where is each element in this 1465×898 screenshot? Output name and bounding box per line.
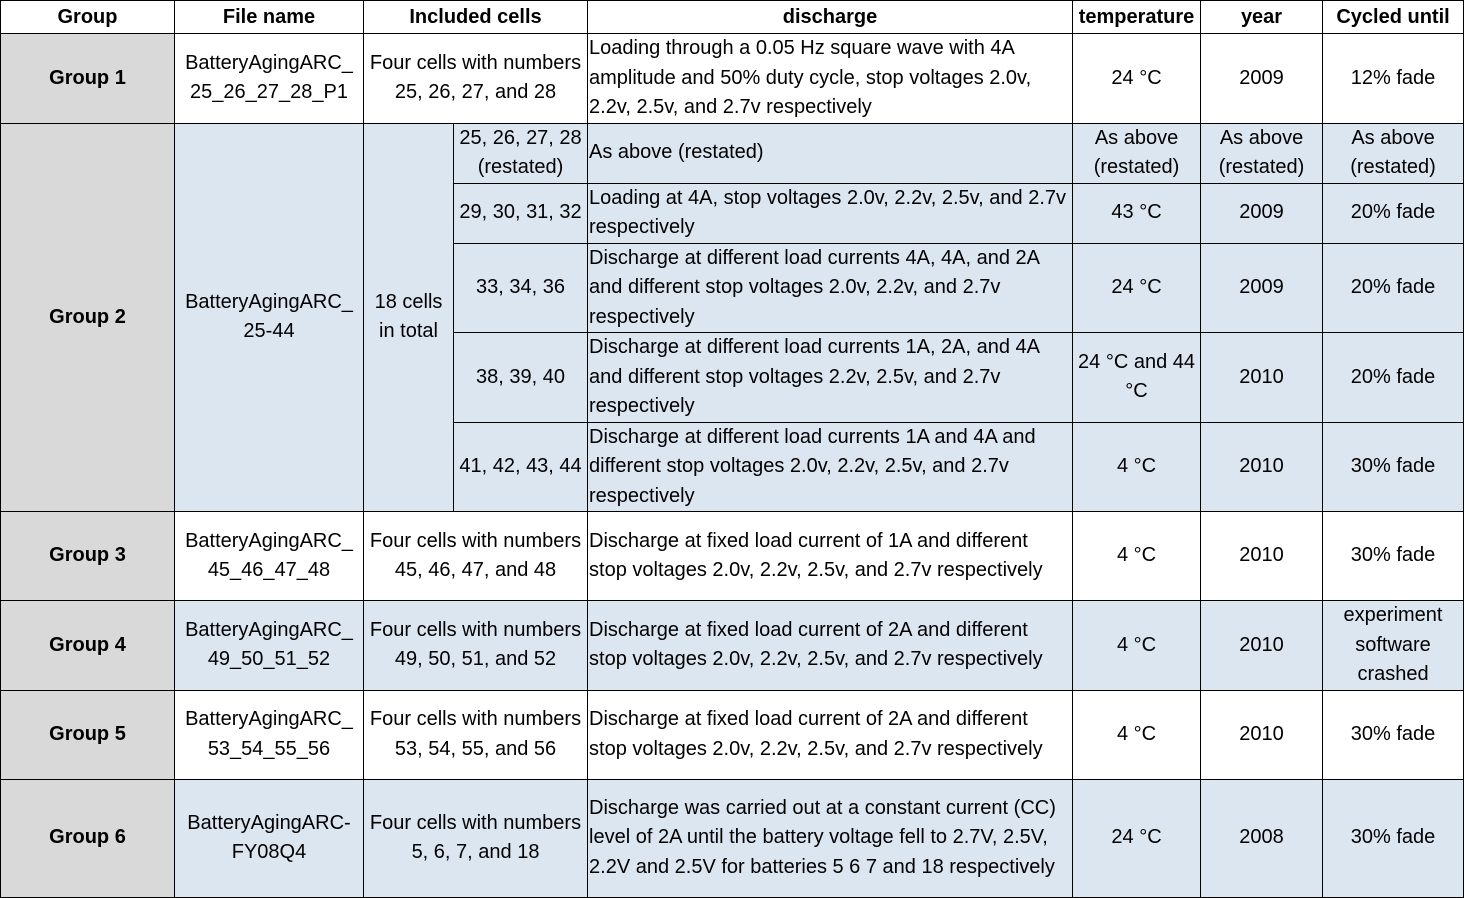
discharge-cell: Discharge at fixed load current of 2A and different stop voltages 2.0v, 2.2v, 2.5v, and 2.7v respectively (588, 601, 1073, 691)
file-name-cell: BatteryAgingARC_ 25_26_27_28_P1 (175, 34, 364, 124)
year-cell: 2010 (1201, 512, 1323, 601)
discharge-cell: Discharge at fixed load current of 2A and different stop voltages 2.0v, 2.2v, 2.5v, and 2.7v respectively (588, 690, 1073, 779)
discharge-cell: Discharge at different load currents 1A and 4A and different stop voltages 2.0v, 2.2v, 2.5v, and 2.7v respectively (588, 422, 1073, 512)
included-cells-cell: 33, 34, 36 (454, 243, 588, 333)
header-included-cells: Included cells (364, 1, 588, 34)
discharge-cell: Discharge at fixed load current of 1A and different stop voltages 2.0v, 2.2v, 2.5v, and 2.7v respectively (588, 512, 1073, 601)
year-cell: 2009 (1201, 34, 1323, 124)
cycled-until-cell: 20% fade (1323, 243, 1464, 333)
year-cell: 2009 (1201, 243, 1323, 333)
header-row (1, 1, 1464, 34)
cells-total-cell: 18 cells in total (364, 123, 454, 512)
cycled-until-cell: 20% fade (1323, 333, 1464, 423)
file-name-cell: BatteryAgingARC_ 49_50_51_52 (175, 601, 364, 691)
discharge-cell: Discharge at different load currents 1A, 2A, and 4A and different stop voltages 2.2v, 2.5v, and 2.7v respectively (588, 333, 1073, 423)
cycled-until-cell: 12% fade (1323, 34, 1464, 124)
included-cells-cell: 38, 39, 40 (454, 333, 588, 423)
discharge-cell: Discharge was carried out at a constant current (CC) level of 2A until the battery voltage fell to 2.7V, 2.5V, 2.2V and 2.5V for batteries 5 6 7 and 18 respectively (588, 779, 1073, 897)
year-cell: 2010 (1201, 422, 1323, 512)
group-label: Group 1 (1, 34, 175, 124)
year-cell: 2008 (1201, 779, 1323, 897)
year-cell: 2010 (1201, 333, 1323, 423)
year-cell: As above (restated) (1201, 123, 1323, 183)
temperature-cell: 4 °C (1073, 601, 1201, 691)
file-name-cell: BatteryAgingARC_ 53_54_55_56 (175, 690, 364, 779)
included-cells-cell: Four cells with numbers 45, 46, 47, and 48 (364, 512, 588, 601)
group-label: Group 6 (1, 779, 175, 897)
year-cell: 2010 (1201, 690, 1323, 779)
temperature-cell: 4 °C (1073, 422, 1201, 512)
group-label: Group 4 (1, 601, 175, 691)
temperature-cell: 43 °C (1073, 183, 1201, 243)
group-label: Group 3 (1, 512, 175, 601)
temperature-cell: As above (restated) (1073, 123, 1201, 183)
included-cells-cell: Four cells with numbers 25, 26, 27, and 28 (364, 34, 588, 124)
included-cells-cell: Four cells with numbers 5, 6, 7, and 18 (364, 779, 588, 897)
header-year: year (1201, 1, 1323, 34)
included-cells-cell: 41, 42, 43, 44 (454, 422, 588, 512)
included-cells-cell: Four cells with numbers 53, 54, 55, and 56 (364, 690, 588, 779)
year-cell: 2010 (1201, 601, 1323, 691)
file-name-cell: BatteryAgingARC_ 45_46_47_48 (175, 512, 364, 601)
temperature-cell: 4 °C (1073, 690, 1201, 779)
included-cells-cell: Four cells with numbers 49, 50, 51, and 52 (364, 601, 588, 691)
header-group: Group (1, 1, 175, 34)
cycled-until-cell: As above (restated) (1323, 123, 1464, 183)
year-cell: 2009 (1201, 183, 1323, 243)
group-label: Group 2 (1, 123, 175, 512)
table-row (1, 512, 1464, 601)
included-cells-cell: 29, 30, 31, 32 (454, 183, 588, 243)
discharge-cell: As above (restated) (588, 123, 1073, 183)
table-row (1, 123, 1464, 183)
file-name-cell: BatteryAgingARC_ 25-44 (175, 123, 364, 512)
table-row (1, 34, 1464, 124)
discharge-cell: Discharge at different load currents 4A, 4A, and 2A and different stop voltages 2.0v, 2.2v, and 2.7v respectively (588, 243, 1073, 333)
table-row (1, 779, 1464, 897)
discharge-cell: Loading at 4A, stop voltages 2.0v, 2.2v, 2.5v, and 2.7v respectively (588, 183, 1073, 243)
table-row (1, 601, 1464, 691)
temperature-cell: 24 °C and 44 °C (1073, 333, 1201, 423)
temperature-cell: 24 °C (1073, 243, 1201, 333)
header-discharge: discharge (588, 1, 1073, 34)
header-cycled-until: Cycled until (1323, 1, 1464, 34)
cycled-until-cell: experiment software crashed (1323, 601, 1464, 691)
temperature-cell: 24 °C (1073, 779, 1201, 897)
cycled-until-cell: 30% fade (1323, 690, 1464, 779)
temperature-cell: 24 °C (1073, 34, 1201, 124)
cycled-until-cell: 30% fade (1323, 512, 1464, 601)
header-file-name: File name (175, 1, 364, 34)
table-row (1, 690, 1464, 779)
temperature-cell: 4 °C (1073, 512, 1201, 601)
included-cells-cell: 25, 26, 27, 28 (restated) (454, 123, 588, 183)
cycled-until-cell: 20% fade (1323, 183, 1464, 243)
cycled-until-cell: 30% fade (1323, 779, 1464, 897)
header-temperature: temperature (1073, 1, 1201, 34)
file-name-cell: BatteryAgingARC- FY08Q4 (175, 779, 364, 897)
discharge-cell: Loading through a 0.05 Hz square wave with 4A amplitude and 50% duty cycle, stop voltages 2.0v, 2.2v, 2.5v, and 2.7v respectively (588, 34, 1073, 124)
cycled-until-cell: 30% fade (1323, 422, 1464, 512)
group-label: Group 5 (1, 690, 175, 779)
